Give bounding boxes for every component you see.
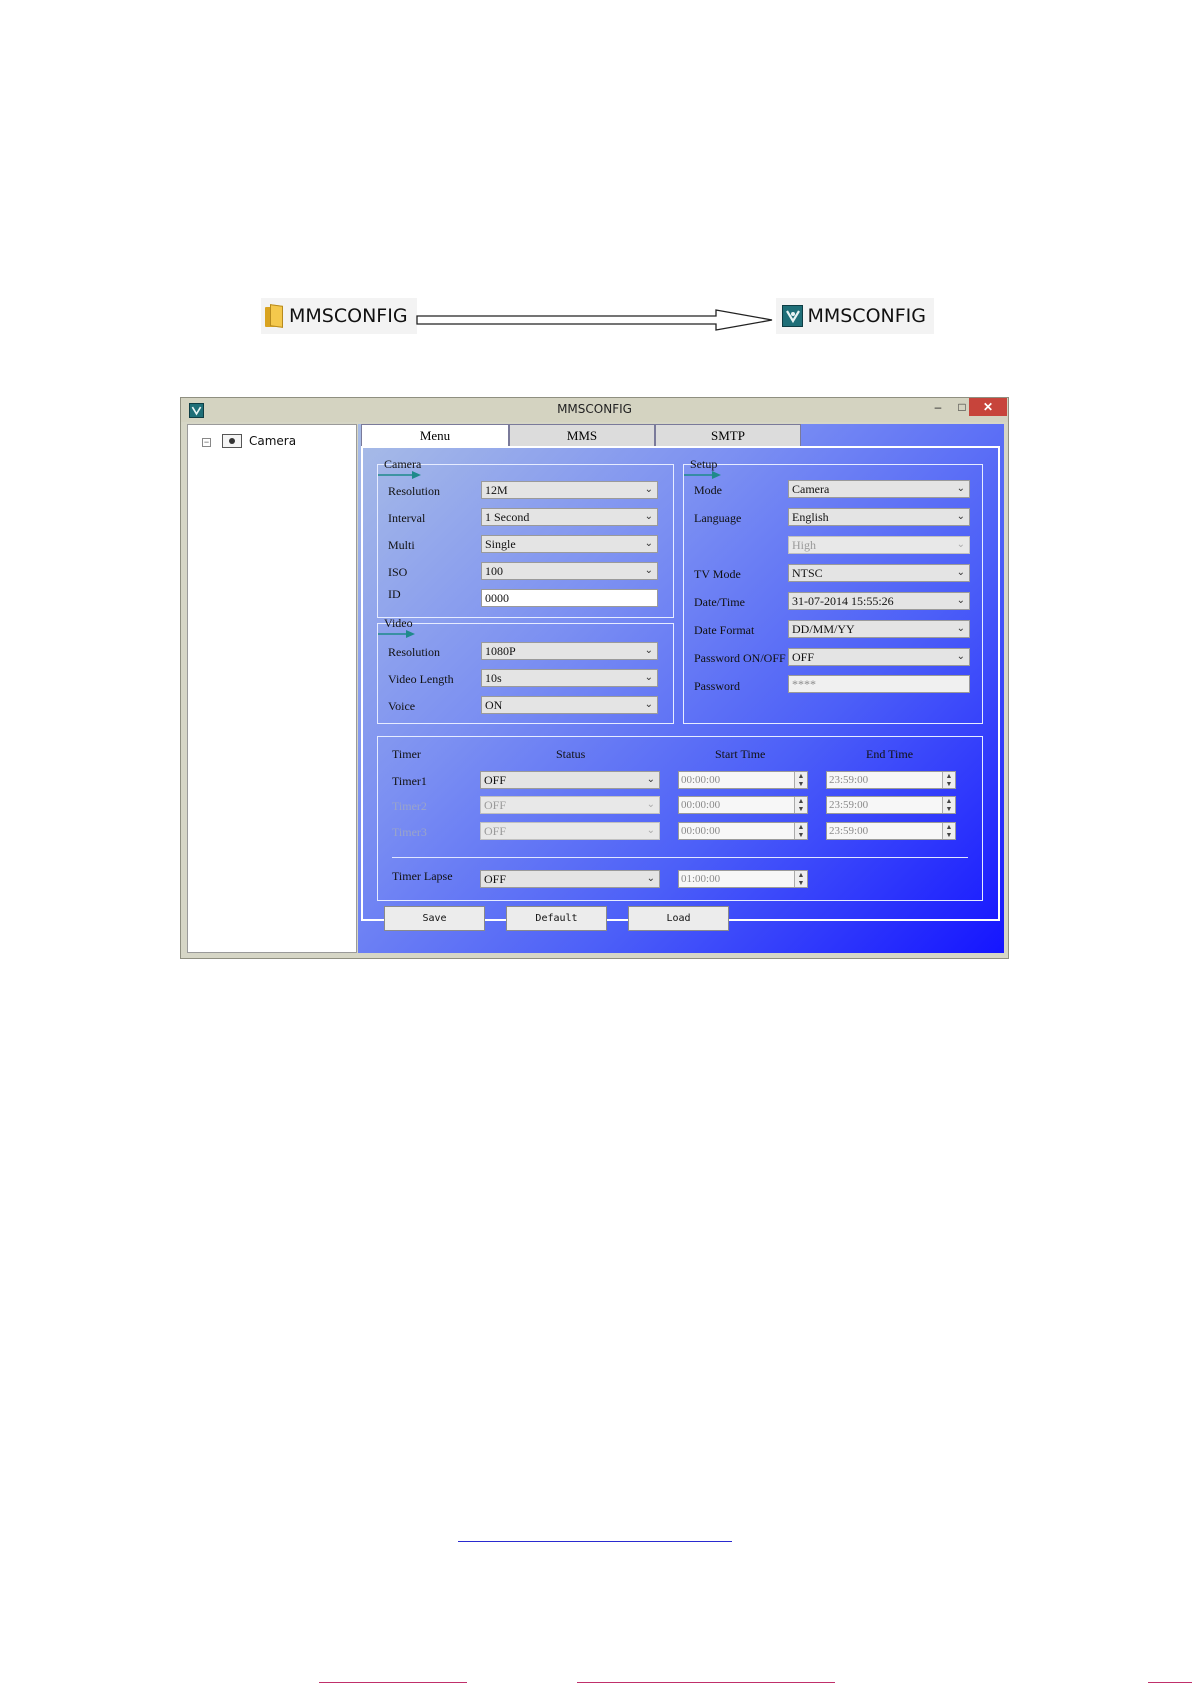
menu-tab-panel [361,446,1000,921]
minimize-button[interactable]: – [934,400,942,414]
app-item [776,298,934,334]
password-field[interactable]: **** [788,675,970,693]
teal-arrow-icon [684,470,728,480]
save-button[interactable]: Save [384,906,485,931]
timer2-end-time[interactable]: 23:59:00 ▲ ▼ [826,796,956,814]
chevron-down-icon: ⌄ [644,699,653,710]
voice-select[interactable]: ON ⌄ [481,696,658,714]
spin-arrows-icon[interactable]: ▲ ▼ [794,772,807,788]
chevron-down-icon: ⌄ [956,623,965,634]
end-time-header: End Time [866,747,914,761]
timer3-start-time[interactable]: 00:00:00 ▲ ▼ [678,822,808,840]
video-resolution-label: Resolution [388,645,441,659]
iso-label: ISO [388,565,408,579]
tv-mode-label: TV Mode [694,567,741,581]
language-label: Language [694,511,742,525]
iso-select[interactable]: 100 ⌄ [481,562,658,580]
divider [392,857,968,858]
timer-lapse-status-select[interactable]: OFF ⌄ [480,870,660,888]
spin-arrows-icon[interactable]: ▲ ▼ [794,871,807,887]
chevron-down-icon: ⌄ [644,484,653,495]
id-label: ID [388,587,401,601]
multi-select[interactable]: Single ⌄ [481,535,658,553]
mmsconfig-window [180,397,1009,959]
chevron-down-icon: ⌄ [956,539,965,550]
chevron-down-icon: ⌄ [646,873,655,884]
footer-underline [319,1682,467,1683]
timer-lapse-time[interactable]: 01:00:00 ▲ ▼ [678,870,808,888]
video-group-title: Video [384,616,413,630]
password-toggle-label: Password ON/OFF [694,651,786,665]
spin-arrows-icon[interactable]: ▲ ▼ [794,823,807,839]
app-label: MMSCONFIG [807,305,926,327]
folder-label: MMSCONFIG [289,305,408,327]
video-length-label: Video Length [388,672,454,686]
camera-resolution-label: Resolution [388,484,441,498]
timer-lapse-label: Timer Lapse [392,869,453,883]
settings-panel [358,424,1004,953]
folder-item [261,298,417,334]
tab-menu[interactable]: Menu [361,424,509,448]
collapse-toggle[interactable]: − [203,437,210,447]
date-time-label: Date/Time [694,595,745,609]
link-underline[interactable] [458,1541,732,1542]
quality-select[interactable]: High ⌄ [788,536,970,554]
chevron-down-icon: ⌄ [646,799,655,810]
default-button[interactable]: Default [506,906,607,931]
load-button[interactable]: Load [628,906,729,931]
date-time-select[interactable]: 31-07-2014 15:55:26 ⌄ [788,592,970,610]
tree-item-camera[interactable]: Camera [249,434,297,448]
camera-group [377,457,674,618]
multi-label: Multi [388,538,415,552]
teal-arrow-icon [378,629,422,639]
password-toggle-select[interactable]: OFF ⌄ [788,648,970,666]
close-button[interactable]: ✕ [969,398,1007,416]
footer-underline [1148,1682,1192,1683]
spin-arrows-icon[interactable]: ▲ ▼ [942,823,955,839]
spin-arrows-icon[interactable]: ▲ ▼ [942,797,955,813]
date-format-label: Date Format [694,623,755,637]
chevron-down-icon: ⌄ [956,567,965,578]
video-group [377,616,674,724]
chevron-down-icon: ⌄ [644,538,653,549]
teal-arrow-icon [378,470,422,480]
status-header: Status [556,747,586,761]
camera-resolution-select[interactable]: 12M ⌄ [481,481,658,499]
tab-mms[interactable]: MMS [509,424,655,446]
tab-smtp[interactable]: SMTP [655,424,801,446]
chevron-down-icon: ⌄ [956,483,965,494]
voice-label: Voice [388,699,416,713]
spin-arrows-icon[interactable]: ▲ ▼ [942,772,955,788]
timer2-status-select[interactable]: OFF ⌄ [480,796,660,814]
chevron-down-icon: ⌄ [956,511,965,522]
timer3-end-time[interactable]: 23:59:00 ▲ ▼ [826,822,956,840]
title-bar[interactable] [181,398,1008,422]
video-resolution-select[interactable]: 1080P ⌄ [481,642,658,660]
mode-select[interactable]: Camera ⌄ [788,480,970,498]
tree-view [187,424,357,953]
mode-label: Mode [694,483,722,497]
chevron-down-icon: ⌄ [644,645,653,656]
interval-label: Interval [388,511,426,525]
spin-arrows-icon[interactable]: ▲ ▼ [794,797,807,813]
language-select[interactable]: English ⌄ [788,508,970,526]
chevron-down-icon: ⌄ [644,565,653,576]
setup-group-title: Setup [690,457,718,471]
interval-select[interactable]: 1 Second ⌄ [481,508,658,526]
camera-icon [222,434,242,448]
timer3-label: Timer3 [392,825,427,839]
password-label: Password [694,679,741,693]
date-format-select[interactable]: DD/MM/YY ⌄ [788,620,970,638]
tv-mode-select[interactable]: NTSC ⌄ [788,564,970,582]
mmsconfig-app-icon [782,305,803,327]
footer-underline [577,1682,835,1683]
start-time-header: Start Time [715,747,766,761]
chevron-down-icon: ⌄ [956,651,965,662]
setup-group [683,457,983,724]
video-length-select[interactable]: 10s ⌄ [481,669,658,687]
chevron-down-icon: ⌄ [644,672,653,683]
chevron-down-icon: ⌄ [646,825,655,836]
timer1-status-select[interactable]: OFF ⌄ [480,771,660,789]
timer1-end-time[interactable]: 23:59:00 ▲ ▼ [826,771,956,789]
timer-group [377,736,983,901]
timer3-status-select[interactable]: OFF ⌄ [480,822,660,840]
id-field[interactable]: 0000 [481,589,658,607]
maximize-button[interactable]: □ [958,400,966,414]
chevron-down-icon: ⌄ [646,774,655,785]
timer1-label: Timer1 [392,774,427,788]
chevron-down-icon: ⌄ [644,511,653,522]
chevron-down-icon: ⌄ [956,595,965,606]
timer2-label: Timer2 [392,799,427,813]
window-title: MMSCONFIG [557,402,632,416]
folder-icon [265,305,285,327]
camera-group-title: Camera [384,457,422,471]
timer2-start-time[interactable]: 00:00:00 ▲ ▼ [678,796,808,814]
timer1-start-time[interactable]: 00:00:00 ▲ ▼ [678,771,808,789]
timer-header: Timer [392,747,421,761]
hollow-right-arrow-icon [416,306,778,334]
